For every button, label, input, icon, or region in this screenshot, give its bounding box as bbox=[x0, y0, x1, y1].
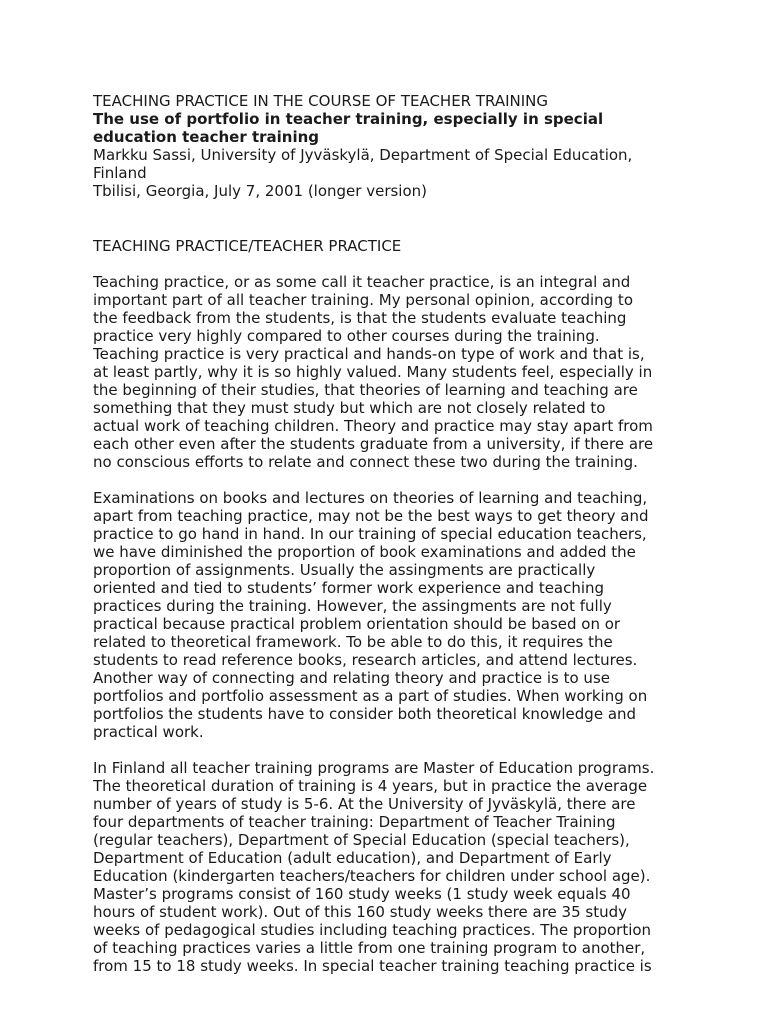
paragraph-line: Teaching practice, or as some call it teacher practice, is an integral and bbox=[93, 273, 631, 291]
paragraph-line: practice to go hand in hand. In our training of special education teachers, bbox=[93, 525, 647, 543]
paragraph-line: oriented and tied to students’ former work experience and teaching bbox=[93, 579, 605, 597]
paragraph-line: Department of Education (adult education), and Department of Early bbox=[93, 849, 612, 867]
paragraph-line: hours of student work). Out of this 160 study weeks there are 35 study bbox=[93, 903, 627, 921]
author-affiliation bbox=[93, 146, 693, 182]
paragraph-line: at least partly, why it is so highly valued. Many students feel, especially in bbox=[93, 363, 653, 381]
paragraph-line: students to read reference books, research articles, and attend lectures. bbox=[93, 651, 638, 669]
paragraph-line: The theoretical duration of training is 4 years, but in practice the average bbox=[93, 777, 648, 795]
paragraph-line: number of years of study is 5-6. At the University of Jyväskylä, there are bbox=[93, 795, 636, 813]
paragraph-line: Master’s programs consist of 160 study weeks (1 study week equals 40 bbox=[93, 885, 631, 903]
paragraph-line: practical work. bbox=[93, 723, 204, 741]
paragraph-line: related to theoretical framework. To be able to do this, it requires the bbox=[93, 633, 613, 651]
document-title: TEACHING PRACTICE IN THE COURSE OF TEACHER TRAINING bbox=[93, 92, 549, 110]
paragraph-line: each other even after the students graduate from a university, if there are bbox=[93, 435, 654, 453]
paragraph-line: apart from teaching practice, may not be the best ways to get theory and bbox=[93, 507, 649, 525]
paragraph-line: Teaching practice is very practical and hands-on type of work and that is, bbox=[93, 345, 645, 363]
subtitle-line: education teacher training bbox=[93, 128, 320, 146]
paragraph-line: (regular teachers), Department of Special Education (special teachers), bbox=[93, 831, 630, 849]
paragraph-line: something that they must study but which are not closely related to bbox=[93, 399, 606, 417]
paragraph-line: Another way of connecting and relating theory and practice is to use bbox=[93, 669, 610, 687]
paragraph-line: we have diminished the proportion of book examinations and added the bbox=[93, 543, 636, 561]
paragraph-line: no conscious efforts to relate and connect these two during the training. bbox=[93, 453, 638, 471]
paragraph-line: the feedback from the students, is that the students evaluate teaching bbox=[93, 309, 627, 327]
author-line: Markku Sassi, University of Jyväskylä, Department of Special Education, bbox=[93, 146, 633, 164]
paragraph-line: Education (kindergarten teachers/teachers for children under school age). bbox=[93, 867, 651, 885]
body-paragraph-1 bbox=[93, 273, 693, 471]
paragraph-line: portfolios the students have to consider both theoretical knowledge and bbox=[93, 705, 637, 723]
venue-date: Tbilisi, Georgia, July 7, 2001 (longer version) bbox=[93, 182, 427, 200]
paragraph-line: practice very highly compared to other courses during the training. bbox=[93, 327, 600, 345]
document-subtitle bbox=[93, 110, 693, 146]
body-paragraph-3 bbox=[93, 759, 693, 975]
paragraph-line: important part of all teacher training. My personal opinion, according to bbox=[93, 291, 633, 309]
paragraph-line: four departments of teacher training: Department of Teacher Training bbox=[93, 813, 616, 831]
section-heading: TEACHING PRACTICE/TEACHER PRACTICE bbox=[93, 237, 402, 255]
paragraph-line: of teaching practices varies a little from one training program to another, bbox=[93, 939, 646, 957]
paragraph-line: practices during the training. However, the assingments are not fully bbox=[93, 597, 612, 615]
subtitle-line: The use of portfolio in teacher training, especially in special bbox=[93, 110, 604, 128]
paragraph-line: proportion of assignments. Usually the assingments are practically bbox=[93, 561, 596, 579]
paragraph-line: practical because practical problem orientation should be based on or bbox=[93, 615, 621, 633]
paragraph-line: portfolios and portfolio assessment as a part of studies. When working on bbox=[93, 687, 648, 705]
paragraph-line: the beginning of their studies, that theories of learning and teaching are bbox=[93, 381, 638, 399]
author-line: Finland bbox=[93, 164, 147, 182]
document-page bbox=[93, 92, 693, 975]
paragraph-line: weeks of pedagogical studies including teaching practices. The proportion bbox=[93, 921, 652, 939]
paragraph-line: In Finland all teacher training programs are Master of Education programs. bbox=[93, 759, 655, 777]
paragraph-line: actual work of teaching children. Theory and practice may stay apart from bbox=[93, 417, 653, 435]
body-paragraph-2 bbox=[93, 489, 693, 741]
paragraph-line: Examinations on books and lectures on theories of learning and teaching, bbox=[93, 489, 648, 507]
paragraph-line: from 15 to 18 study weeks. In special teacher training teaching practice is bbox=[93, 957, 652, 975]
